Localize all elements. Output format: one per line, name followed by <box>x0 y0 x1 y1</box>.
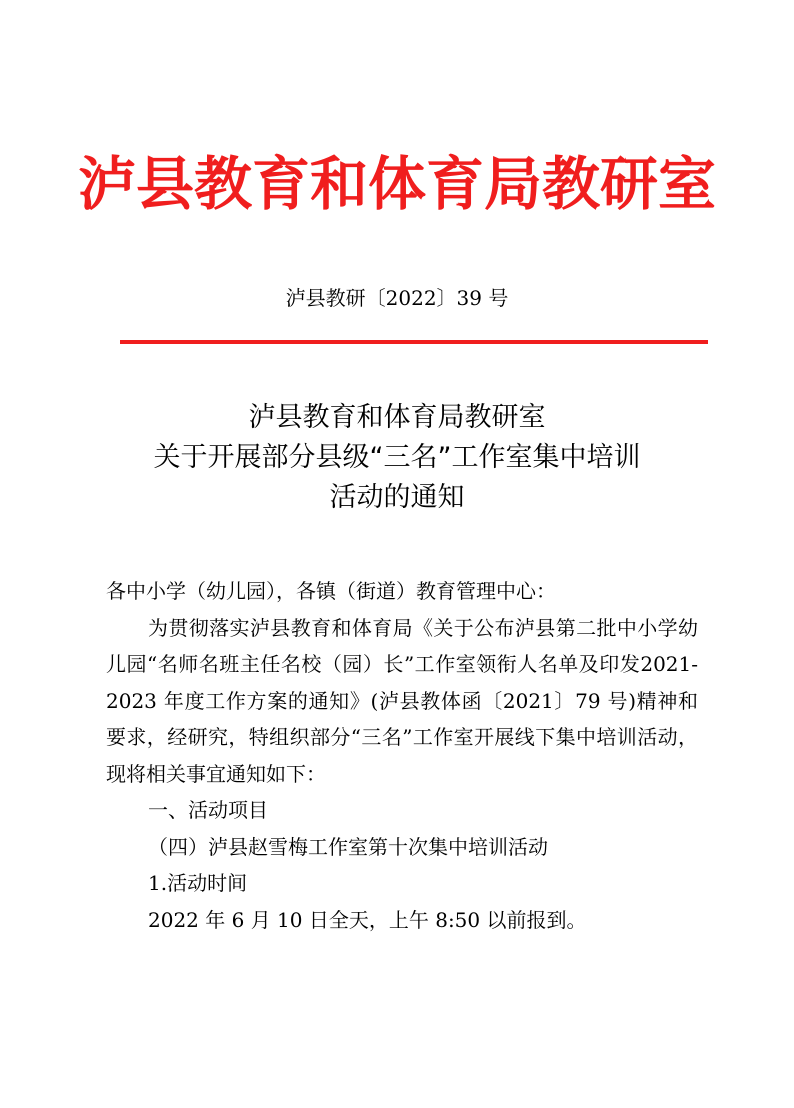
activity-time-detail: 2022 年 6 月 10 日全天，上午 8:50 以前报到。 <box>148 907 587 932</box>
subheading-activity-time: 1.活动时间 <box>148 871 248 895</box>
issuer-header-title: 泸县教育和体育局教研室 <box>77 150 716 218</box>
red-divider-line <box>120 340 708 344</box>
intro-paragraph: 为贯彻落实泸县教育和体育局《关于公布泸县第二批中小学幼儿园“名师名班主任名校（园）长”工作室领衔人名单及印发2021-2023 年度工作方案的通知》(泸县教体函〔2021〕79 号)精神和要求，经研究，特组织部分“三名”工作室开展线下集中培训活动，现将相关事宜通知如下： <box>106 615 698 786</box>
salutation: 各中小学（幼儿园），各镇（街道）教育管理中心： <box>106 579 556 603</box>
section-heading-activity-items: 一、活动项目 <box>148 798 268 822</box>
notice-title-line-2: 关于开展部分县级“三名”工作室集中培训 <box>153 442 641 473</box>
item-heading-zhao-xuemei-studio: （四）泸县赵雪梅工作室第十次集中培训活动 <box>148 834 548 859</box>
notice-body <box>106 573 698 938</box>
document-number: 泸县教研〔2022〕39 号 <box>285 286 509 310</box>
notice-title-line-3: 活动的通知 <box>329 482 465 513</box>
notice-title-line-1: 泸县教育和体育局教研室 <box>248 402 546 433</box>
notice-title <box>0 398 794 518</box>
